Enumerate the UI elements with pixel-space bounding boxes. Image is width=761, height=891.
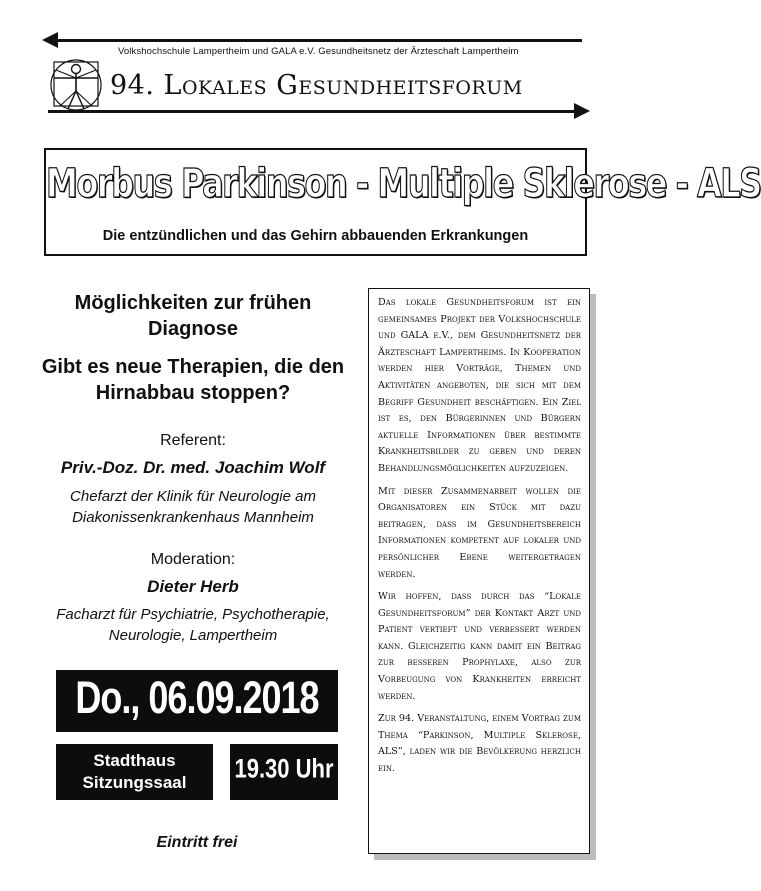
date-box: [56, 670, 338, 732]
vitruvian-man-icon: [46, 54, 106, 114]
info-paragraph: Das lokale Gesundheitsforum ist ein gemeinsames Projekt der Volkshochschule und GALA e.V., dem Gesundheitsnetz der Ärzteschaft Lampertheims. In Kooperation werden hier Vorträge, Themen und Aktivitäten angeboten, die sich mit dem Begriff Gesundheit beschäftigen. Ein Ziel ist es, den Bürgerinnen und Bürgern aktuelle Informationen über bestimmte Krankheitsbilder zu geben und deren Behandlungsmöglichkeiten aufzuzeigen.: [378, 297, 581, 474]
entry-free-note: Eintritt frei: [156, 834, 238, 851]
event-time: 19.30 Uhr: [234, 753, 334, 784]
info-box: [368, 288, 590, 854]
organizer-line: Volkshochschule Lampertheim und GALA e.V. Gesundheitsnetz der Ärzteschaft Lampertheim: [118, 46, 519, 57]
question-therapies: Gibt es neue Therapien, die den Hirnabbau stoppen?: [41, 356, 345, 404]
topic-subtitle: Die entzündlichen und das Gehirn abbauenden Erkrankungen: [102, 228, 529, 244]
venue-room: Sitzungssaal: [82, 773, 187, 792]
topic-box: [44, 148, 761, 256]
arrow-left-icon: [42, 32, 58, 48]
bottom-arrow-line: [48, 110, 576, 113]
moderator-role: Facharzt für Psychiatrie, Psychotherapie, Neurologie, Lampertheim: [56, 606, 330, 644]
question-diagnosis: Möglichkeiten zur frühen Diagnose: [74, 292, 312, 340]
moderator-name: Dieter Herb: [147, 577, 239, 596]
top-arrow-line: [56, 39, 582, 42]
info-paragraph: Mit dieser Zusammenarbeit wollen die Organisatoren ein Stück mit dazu beitragen, dass im Gesundheitsbereich Informationen kompetent auf lokaler und persönlicher Ebene weitergetragen werden.: [378, 485, 581, 580]
forum-title: 94. Lokales Gesundheitsforum: [110, 70, 523, 101]
topic-title: Morbus Parkinson - Multiple Sklerose - ALS: [46, 159, 761, 207]
speaker-name: Priv.-Doz. Dr. med. Joachim Wolf: [60, 458, 326, 477]
speaker-role: Chefarzt der Klinik für Neurologie am Diakonissenkrankenhaus Mannheim: [70, 488, 316, 526]
venue-box: [56, 744, 213, 800]
venue-building: Stadthaus: [93, 751, 176, 770]
event-date: Do., 06.09.2018: [75, 671, 319, 723]
arrow-right-icon: [574, 103, 590, 119]
info-text: [378, 295, 581, 784]
moderator-label: Moderation:: [150, 551, 236, 568]
speaker-label: Referent:: [160, 432, 226, 449]
info-paragraph: Zur 94. Veranstaltung, einem Vortrag zum Thema “Parkinson, Multiple Sklerose, ALS”, laden wir die Bevölkerung herzlich ein.: [378, 713, 581, 775]
time-box: [230, 744, 338, 800]
info-paragraph: Wir hoffen, dass durch das “Lokale Gesundheitsforum” der Kontakt Arzt und Patient vertieft und verbessert werden kann. Gleichzeitig kann damit ein Beitrag zur besseren Prophylaxe, also zur Vorbeugung von Krankheiten erreicht werden.: [378, 591, 581, 702]
